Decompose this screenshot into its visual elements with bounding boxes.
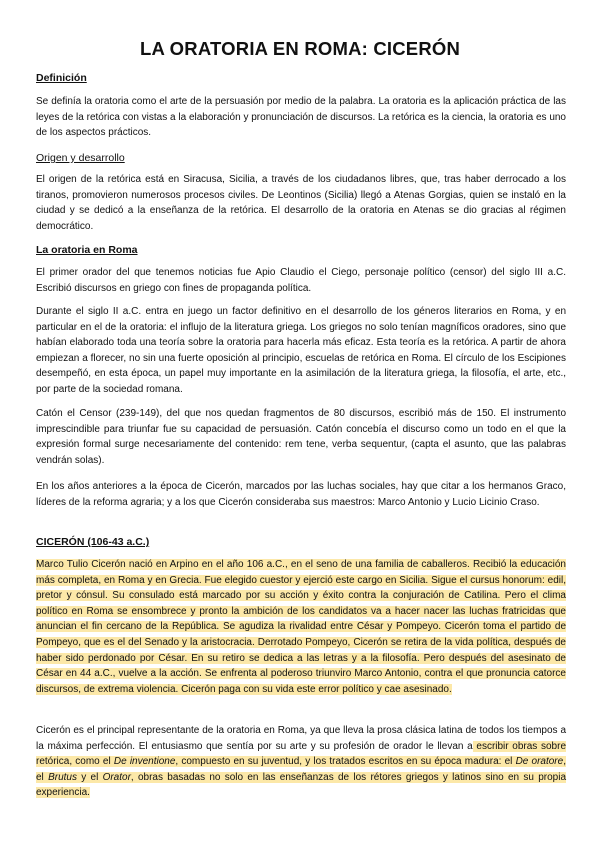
paragraph-text: Cicerón es el principal representante de la oratoria en Roma, ya que lleva la prosa clásica latina de todos los tiempos a la máxima perfección. El entusiasmo que sentía por su arte y su profesión de orador le llevan a (36, 725, 566, 752)
text-run: y el (76, 771, 103, 783)
paragraph-origen: El origen de la retórica está en Siracusa, Sicilia, a través de los ciudadanos libres, que, tras haber derrocado a los tiranos, promovieron numerosos procesos civiles. De Leontinos (Sicilia) llegó a Atenas Gorgias, quien se instaló en la ciudad y se dedicó a la enseñanza de la retórica. El desarrollo de la oratoria en Atenas se dio gracias al régimen democrático. (36, 174, 566, 232)
text-run: , obras basadas no solo en las enseñanzas de los rétores griegos y latinos sino en su propia experiencia. (36, 771, 567, 799)
italic-title: De inventione (113, 756, 176, 768)
paragraph-ciceron-1 (36, 557, 566, 697)
paragraph-roma-4: En los años anteriores a la época de Cicerón, marcados por las luchas sociales, hay que citar a los hermanos Graco, líderes de la reforma agraria; y a los que Cicerón consideraba sus maestros: Marco Antonio y Lucio Licinio Craso. (36, 481, 566, 508)
paragraph-ciceron-2 (36, 723, 566, 801)
text-run: escribir obras sobre retórica, como el (36, 740, 567, 768)
paragraph-roma-3: Catón el Censor (239-149), del que nos quedan fragmentos de 80 discursos, escribió más de 150. El instrumento imprescindible para triunfar fue su capacidad de persuasión. Catón concebía el discurso como un todo en el que la expresión formal surge necesariamente del contenido: rem tene, verba sequentur, (capta el asunto, que las palabras vendrán solas). (36, 408, 566, 466)
heading-definicion: Definición (36, 72, 87, 84)
heading-oratoria-roma: La oratoria en Roma (36, 244, 138, 256)
text-run: , el (36, 756, 566, 783)
heading-origen: Origen y desarrollo (36, 152, 125, 164)
heading-ciceron: CICERÓN (106-43 a.C.) (36, 536, 150, 548)
paragraph-roma-2: Durante el siglo II a.C. entra en juego un factor definitivo en el desarrollo de los géneros literarios en Roma, y en particular en el de la oratoria: el influjo de la literatura griega. Los griegos no solo tenían magníficos oradores, sino que habían elaborado toda una teoría sobre la oratoria para hacerla más eficaz. Esta teoría es la retórica. A partir de ahora empiezan a florecer, no sin una fuerte oposición al principio, escuelas de retórica en Roma. El círculo de los Escipiones desempeñó, en esta época, un papel muy importante en la asimilación de la literatura griega, la filosofía, el arte, etc., por parte de la sociedad romana. (36, 306, 566, 395)
paragraph-roma-1: El primer orador del que tenemos noticias fue Apio Claudio el Ciego, personaje político (censor) del siglo III a.C. Escribió discursos en griego con fines de propaganda política. (36, 267, 566, 294)
highlighted-text: Marco Tulio Cicerón nació en Arpino en el año 106 a.C., en el seno de una familia de caballeros. Recibió la educación más completa, en Roma y en Grecia. Fue elegido cuestor y ejerció este cargo en Sicilia. Sigue el cursus honorum: edil, pretor y cónsul. Su consulado está marcado por su acción y éxito contra la conjuración de Catilina. Pero el clima político en Roma se ensombrece y pronto la ambición de los candidatos va a hacer nacer las luchas fratricidas que anuncian el fin cercano de la República. Se agudiza la rivalidad entre César y Pompeyo. Cicerón toma el partido de Pompeyo, que es el del Senado y la aristocracia. Derrotado Pompeyo, Cicerón se retira de la vida política, después de haber sido perdonado por César. En su retiro se dedica a las letras y a la filosofía. Pero después del asesinato de César en 44 a.C., vuelve a la acción. Se enfrenta al poderoso triunviro Marco Antonio, contra el que pronuncia catorce discursos, de extrema violencia. Cicerón paga con su vida este error político y cae asesinado. (36, 559, 566, 695)
italic-title: Orator (102, 771, 131, 783)
document-title: LA ORATORIA EN ROMA: CICERÓN (139, 38, 461, 59)
text-run: , compuesto en su juventud, y los tratados escritos en su época madura: el (175, 756, 516, 768)
italic-title: Brutus (48, 771, 77, 783)
paragraph-definicion: Se definía la oratoria como el arte de la persuasión por medio de la palabra. La oratoria es la aplicación práctica de las leyes de la retórica con vistas a la elaboración y pronunciación de discursos. La retórica es la ciencia, la oratoria es uno de los aspectos prácticos. (36, 96, 566, 139)
italic-title: De oratore (515, 756, 564, 768)
